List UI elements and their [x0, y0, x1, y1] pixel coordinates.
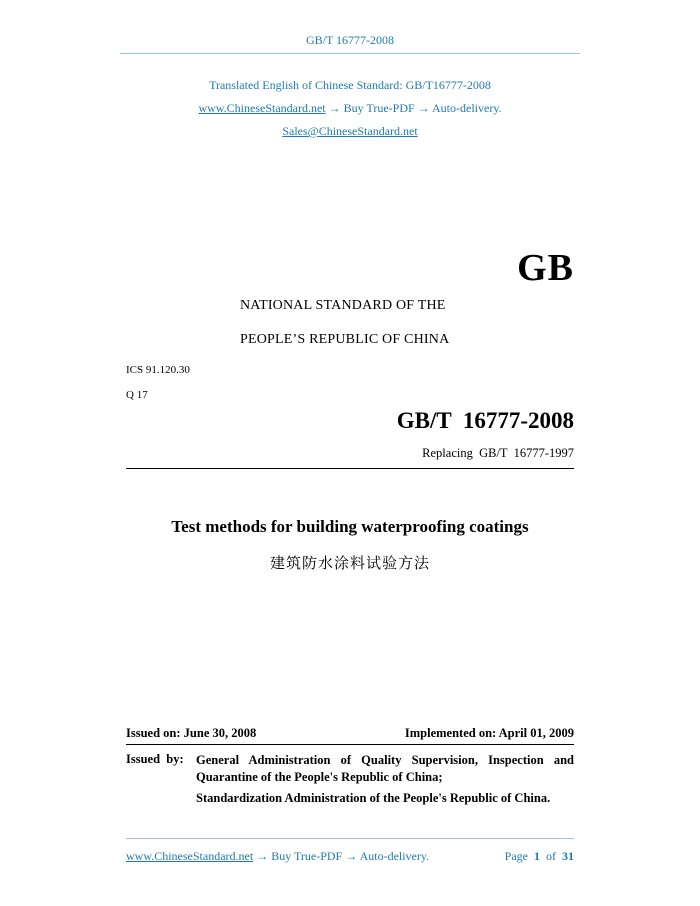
- page-indicator: [505, 849, 574, 864]
- issued-on: Issued on: June 30, 2008: [126, 726, 257, 740]
- standard-number: GB/T 16777-2008: [396, 408, 574, 433]
- replacing-note: Replacing GB/T 16777-1997: [422, 446, 574, 460]
- promo-line-2-rest: → Buy True-PDF → Auto-delivery.: [325, 101, 502, 115]
- footer-rule: [126, 838, 574, 839]
- promo-line-2: [0, 101, 700, 116]
- promo-line-1: Translated English of Chinese Standard: GB/T16777-2008: [209, 78, 491, 92]
- national-standard-line-1: NATIONAL STANDARD OF THE: [240, 298, 446, 313]
- email-link[interactable]: Sales@ChineseStandard.net: [282, 124, 418, 138]
- running-header: GB/T 16777-2008: [305, 33, 395, 47]
- implemented-on: Implemented on: April 01, 2009: [404, 726, 574, 740]
- page-total: 31: [562, 849, 574, 863]
- site-link[interactable]: www.ChineseStandard.net: [198, 101, 326, 115]
- footer-promo-rest: → Buy True-PDF → Auto-delivery.: [253, 849, 430, 863]
- ics-code: ICS 91.120.30: [126, 364, 190, 376]
- ccs-code: Q 17: [126, 389, 148, 401]
- issued-by-authority-1: General Administration of Quality Supervision, Inspection and Quarantine of the People's Republic of China;: [196, 753, 574, 784]
- page-label: Page: [504, 849, 528, 863]
- title-rule: [126, 468, 574, 469]
- header-rule: [120, 53, 580, 54]
- document-title-en: Test methods for building waterproofing coatings: [171, 517, 529, 536]
- gb-mark: GB: [517, 247, 574, 289]
- issue-rule: [126, 744, 574, 745]
- issued-by-label: Issued by:: [126, 752, 184, 766]
- footer-promo: [126, 849, 429, 864]
- issued-by-authority-2: Standardization Administration of the People's Republic of China.: [196, 791, 551, 805]
- national-standard-line-2: PEOPLE’S REPUBLIC OF CHINA: [240, 332, 450, 347]
- document-title-cn: 建筑防水涂料试验方法: [269, 554, 430, 572]
- footer-site-link[interactable]: www.ChineseStandard.net: [126, 849, 254, 863]
- page-number: 1: [534, 849, 540, 863]
- of-label: of: [546, 849, 556, 863]
- promo-line-3: [0, 124, 700, 139]
